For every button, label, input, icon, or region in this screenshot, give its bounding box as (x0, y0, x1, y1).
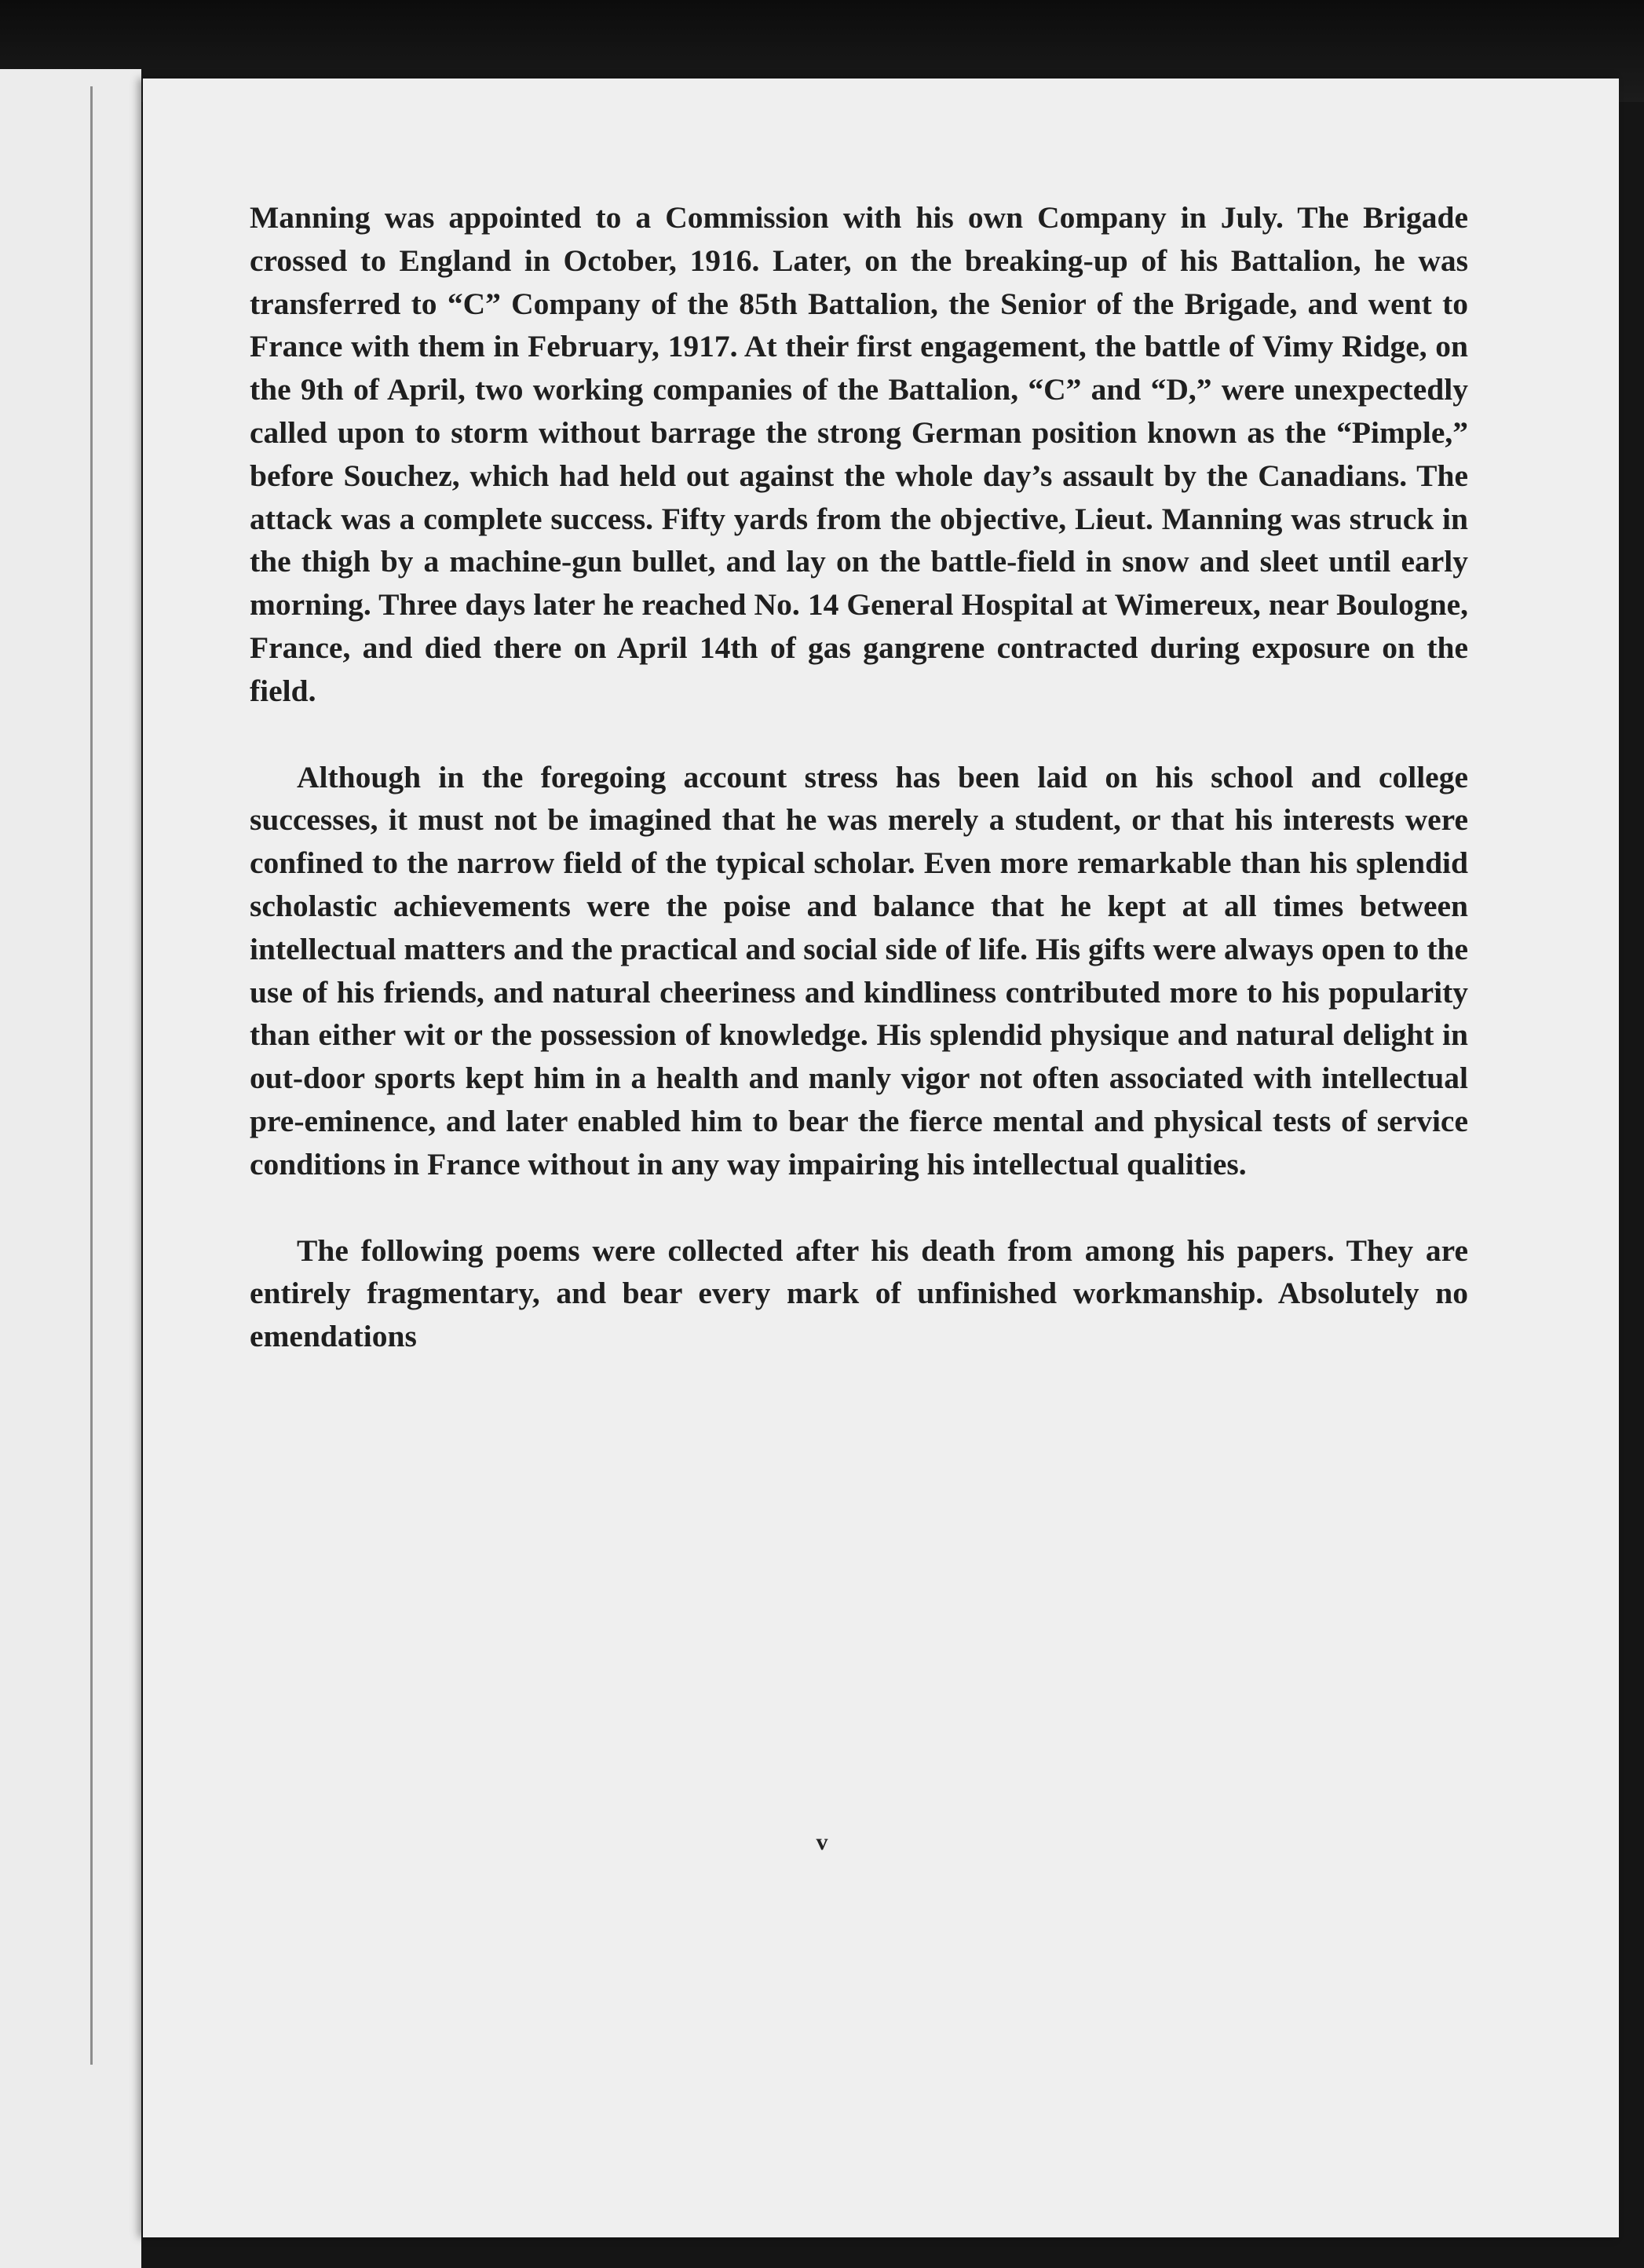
paragraph-military-service: Manning was appointed to a Commission with his own Company in July. The Brigade crossed to England in October, 1916. Later, on the breaking-up of his Battalion, he was transferred to “C” Company of the 85th Battalion, the Senior of the Brigade, and went to France with them in February, 1917. At their first engagement, the battle of Vimy Ridge, on the 9th of April, two working companies of the Battalion, “C” and “D,” were unexpectedly called upon to storm without barrage the strong German position known as the “Pimple,” before Souchez, which had held out against the whole day’s assault by the Canadians. The attack was a complete success. Fifty yards from the objective, Lieut. Manning was struck in the thigh by a machine-gun bullet, and lay on the battle-field in snow and sleet until early morning. Three days later he reached No. 14 General Hospital at Wimereux, near Boulogne, France, and died there on April 14th of gas gangrene contracted during exposure on the field. (250, 200, 1468, 708)
page-number: v (816, 1829, 828, 1855)
facing-page-edge (0, 69, 141, 2268)
paragraph-gap (250, 1186, 1468, 1229)
paragraph-character: Although in the foregoing account stress has been laid on his school and college successes, it must not be imagined that he was merely a student, or that his interests were confined to the narrow field of the typical scholar. Even more remarkable than his splendid scholastic achievements were the poise and balance that he kept at all times between intellectual matters and the practical and social side of life. His gifts were always open to the use of his friends, and natural cheeriness and kindliness contributed more to his popularity than either wit or the possession of knowledge. His splendid physique and natural delight in out-door sports kept him in a health and manly vigor not often associated with intellectual pre-eminence, and later enabled him to bear the fierce mental and physical tests of service conditions in France without in any way impairing his intellectual qualities. (250, 759, 1468, 1181)
page-body (250, 196, 1468, 1358)
paragraph-poems-note: The following poems were collected after his death from among his papers. They are entirely fragmentary, and bear every mark of unfinished workmanship. Absolutely no emendations (250, 1233, 1468, 1354)
paragraph-gap (250, 713, 1468, 756)
page-gutter-line (90, 86, 93, 2065)
